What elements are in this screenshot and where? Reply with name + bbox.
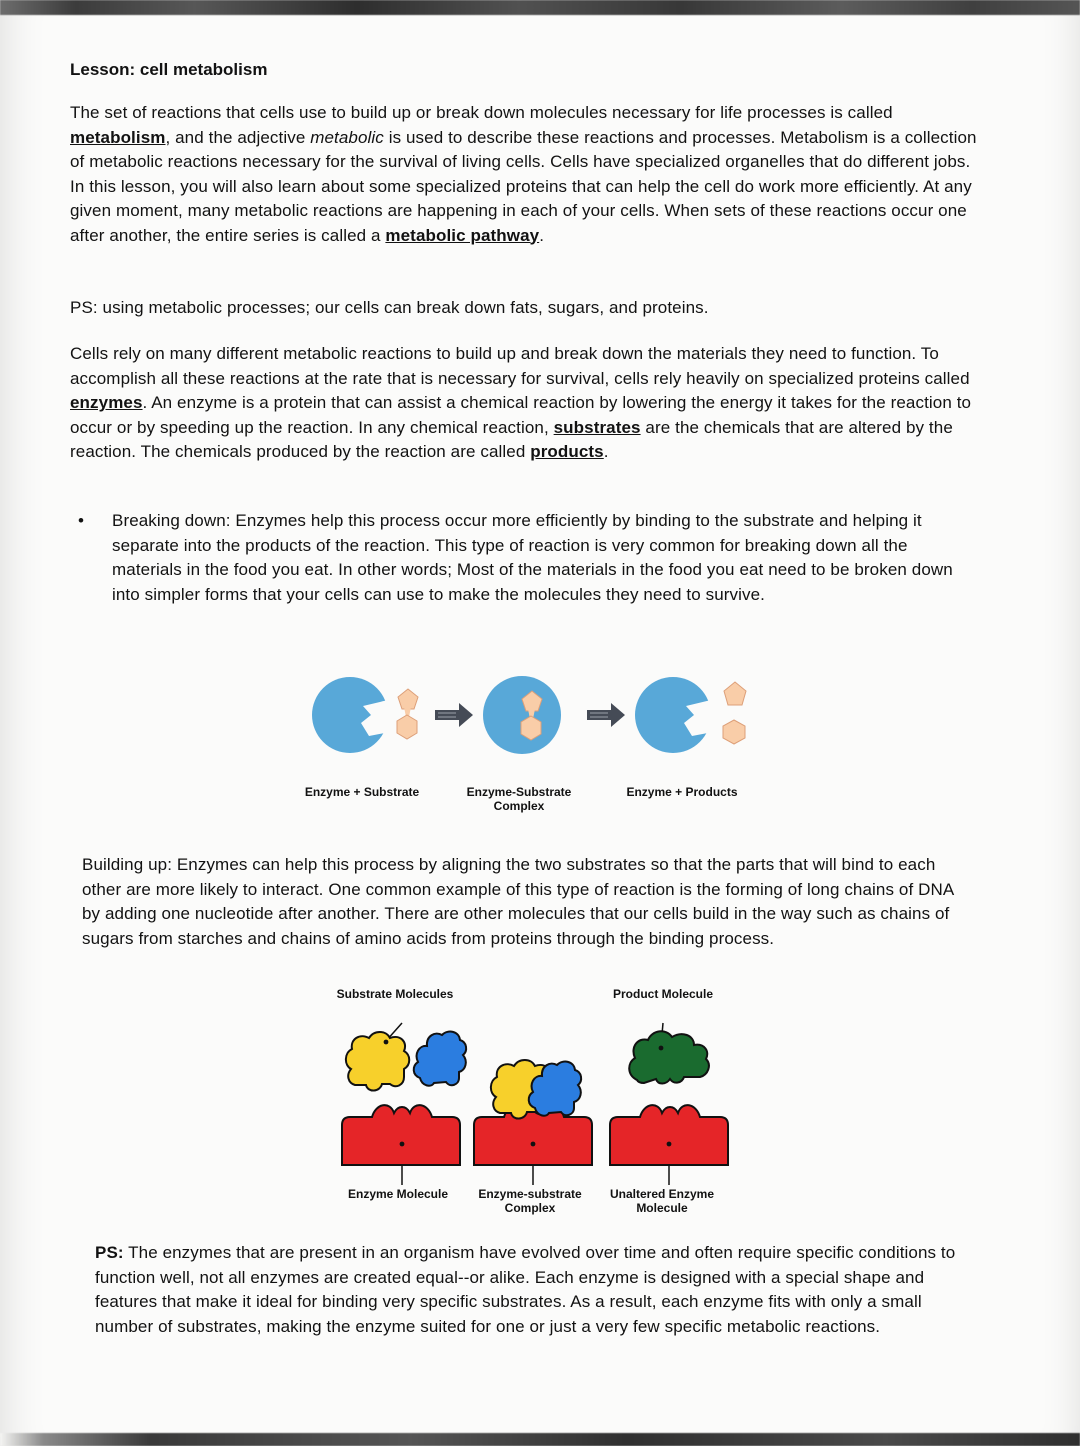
intro-paragraph: The set of reactions that cells use to build up or break down molecules necessary for life processes is called metabolism, and the adjective metabolic is used to describe these reactions and processes. Metabolism is a collection of metabolic reactions necessary for the survival of living cells. Cells have specialized organelles that do different jobs. In this lesson, you will also learn about some specialized proteins that can help the cell do work more efficiently. At any given moment, many metabolic reactions are happening in each of your cells. When sets of these reactions occur one after another, the entire series is called a metabolic pathway.	[70, 103, 977, 245]
substrate-blue-shape	[414, 1032, 466, 1086]
unaltered-enzyme-shape	[610, 1105, 728, 1165]
enzyme-substrate-diagram	[295, 660, 755, 825]
breaking-down-bullet	[78, 509, 968, 607]
diagram2-label-enzyme-molecule: Enzyme Molecule	[347, 1187, 449, 1201]
enzymes-paragraph: Cells rely on many different metabolic reactions to build up and break down the materials they need to function. To accomplish all these reactions at the rate that is necessary for survival, cells rely heavily on specialized proteins called enzymes. An enzyme is a protein that can assist a chemical reaction by lowering the energy it takes for the reaction to occur or by speeding up the reaction. In any chemical reaction, substrates are the chemicals that are altered by the reaction. The chemicals produced by the reaction are called products.	[70, 344, 972, 461]
puzzle-enzyme-diagram	[322, 985, 734, 1237]
diagram2-label-enzyme-substrate-complex: Enzyme-substrate Complex	[478, 1187, 582, 1215]
bullet-marker: •	[78, 511, 84, 530]
diagram1-label-enzyme-products: Enzyme + Products	[626, 785, 738, 799]
lesson-title: Lesson: cell metabolism	[70, 60, 268, 79]
diagram1-label-enzyme-substrate: Enzyme + Substrate	[304, 785, 420, 799]
diagram2-label-product-molecule: Product Molecule	[612, 987, 713, 1001]
substrate-yellow-shape	[346, 1032, 409, 1091]
substrate-shape	[397, 689, 418, 739]
enzyme-after-reaction-shape	[635, 677, 713, 753]
ps-note-paragraph: PS: using metabolic processes; our cells can break down fats, sugars, and proteins.	[70, 298, 709, 317]
reaction-arrow-1	[435, 703, 473, 727]
breaking-down-text: Breaking down: Enzymes help this process occur more efficiently by binding to the substrate and helping it separate into the products of the reaction. This type of reaction is very common for breaking down all the materials in the food you eat. In other words; Most of the materials in the food you eat need to be broken down into simpler forms that your cells can use to make the molecules they need to survive.	[112, 511, 953, 604]
reaction-arrow-2	[587, 703, 625, 727]
scan-artifact-bottom	[0, 1433, 1080, 1446]
product-molecule-shape	[629, 1031, 709, 1083]
complex-enzyme-shape	[474, 1105, 592, 1165]
product-shapes	[723, 682, 746, 744]
enzyme-substrate-diagram-svg	[295, 660, 755, 782]
enzyme-with-site-shape	[312, 677, 390, 753]
building-up-paragraph: Building up: Enzymes can help this process by aligning the two substrates so that the parts that will bind to each other are more likely to interact. One common example of this type of reaction is the forming of long chains of DNA by adding one nucleotide after another. There are other molecules that our cells build in the way such as chains of sugars from starches and chains of amino acids from proteins through the binding process.	[82, 855, 954, 948]
ps-final-paragraph: PS: The enzymes that are present in an organism have evolved over time and often require specific conditions to function well, not all enzymes are created equal--or alike. Each enzyme is designed with a special shape and features that make it ideal for binding very specific substrates. As a result, each enzyme fits with only a small number of substrates, making the enzyme suited for one or just a very few specific metabolic reactions.	[95, 1243, 956, 1336]
diagram2-label-unaltered-enzyme: Unaltered Enzyme Molecule	[609, 1187, 715, 1215]
enzyme-substrate-complex-shape	[483, 676, 561, 754]
diagram1-label-complex: Enzyme-Substrate Complex	[466, 785, 572, 813]
diagram2-label-substrate-molecules: Substrate Molecules	[336, 987, 454, 1001]
enzyme-molecule-shape	[342, 1105, 460, 1165]
scan-artifact-top	[0, 0, 1080, 15]
